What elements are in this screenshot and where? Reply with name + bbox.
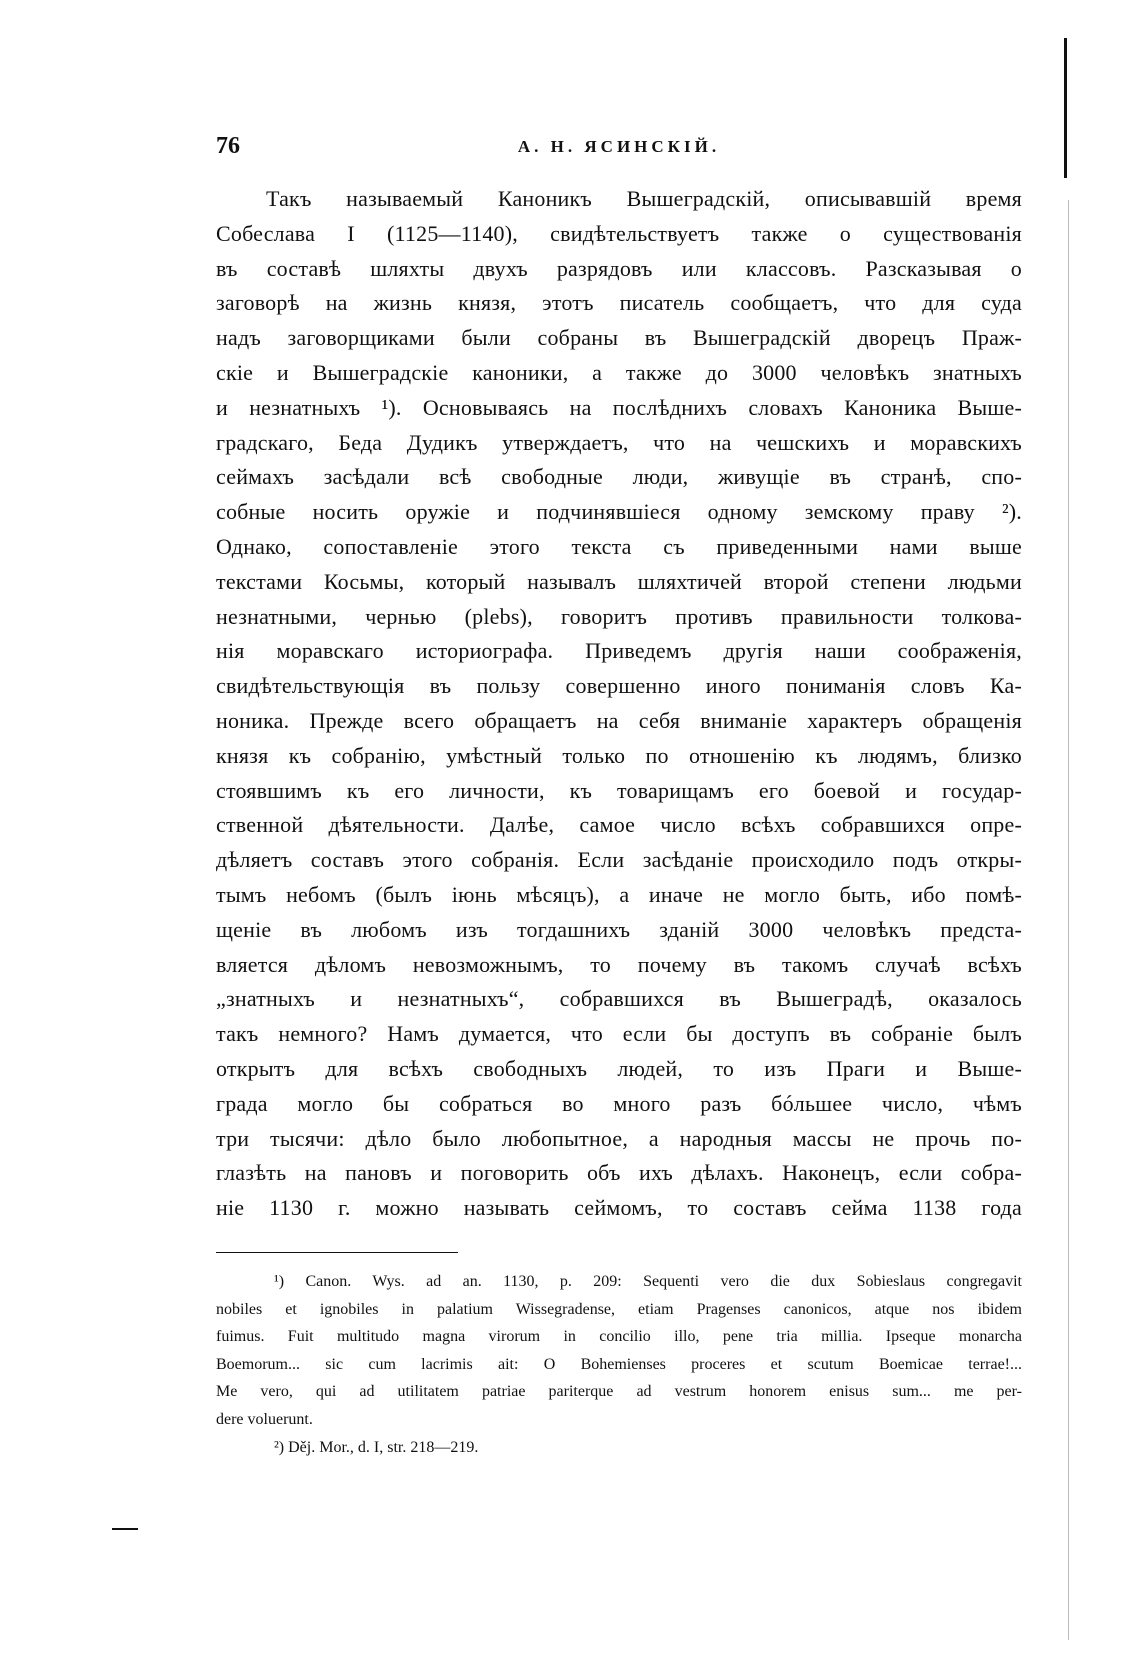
text-line: скіе и Вышеградскіе каноники, а также до 3000 человѣкъ знатныхъ [216,359,1022,385]
text-line: градскаго, Беда Дудикъ утверждаетъ, что на чешскихъ и моравскихъ [216,429,1022,455]
text-line: надъ заговорщиками были собраны въ Вышеградскій дворецъ Праж- [216,325,1022,351]
footnote-line: ¹) Canon. Wys. ad an. 1130, p. 209: Sequenti vero die dux Sobieslaus congregavit [274,1273,1022,1290]
footnote-line: ²) Děj. Mor., d. I, str. 218—219. [274,1438,479,1456]
text-line: ніе 1130 г. можно называть сеймомъ, то составъ сейма 1138 года [216,1195,1022,1221]
text-line: въ составѣ шляхты двухъ разрядовъ или классовъ. Разсказывая о [216,255,1022,281]
text-line: Однако, сопоставленіе этого текста съ приведенными нами выше [216,533,1022,559]
text-line: заговорѣ на жизнь князя, этотъ писатель сообщаетъ, что для суда [216,290,1022,316]
text-line: стоявшимъ къ его личности, къ товарищамъ его боевой и государ- [216,777,1022,803]
text-line: сеймахъ засѣдали всѣ свободные люди, живущіе въ странѣ, спо- [216,464,1022,490]
text-line: незнатными, чернью (plebs), говоритъ противъ правильности толкова- [216,603,1022,629]
running-head: А. Н. ЯСИНСКІЙ. [517,137,721,156]
text-line: Такъ называемый Каноникъ Вышеградскій, описывавшій время [266,186,1022,211]
text-line: такъ немного? Намъ думается, что если бы доступъ въ собраніе былъ [216,1021,1022,1047]
text-line: свидѣтельствующія въ пользу совершенно иного пониманія словъ Ка- [216,673,1022,699]
text-line: тымъ небомъ (былъ іюнь мѣсяцъ), а иначе не могло быть, ибо помѣ- [216,881,1022,907]
footnote-line: fuimus. Fuit multitudo magna virorum in concilio illo, pene tria millia. Ipseque monarcha [216,1328,1022,1346]
text-line: щеніе въ любомъ изъ тогдашнихъ зданій 3000 человѣкъ предста- [216,916,1022,942]
page-number: 76 [216,133,240,159]
text-line: открытъ для всѣхъ свободныхъ людей, то изъ Праги и Выше- [216,1055,1022,1081]
text-line: три тысячи: дѣло было любопытное, а народныя массы не прочь по- [216,1125,1022,1151]
scan-edge-line [1068,200,1069,1640]
text-line: князя къ собранію, умѣстный только по отношенію къ людямъ, близко [216,742,1022,768]
text-line: вляется дѣломъ невозможнымъ, то почему въ такомъ случаѣ всѣхъ [216,951,1022,977]
page-header [216,133,1022,167]
text-line: Собеслава I (1125—1140), свидѣтельствуетъ также о существованія [216,220,1022,246]
text-line: нія моравскаго историографа. Приведемъ другія наши соображенія, [216,638,1022,664]
footnote-line: nobiles et ignobiles in palatium Wissegradense, etiam Pragenses canonicos, atque nos ibidem [216,1300,1022,1318]
text-line: текстами Косьмы, который называлъ шляхтичей второй степени людьми [216,568,1022,594]
text-line: дѣляетъ составъ этого собранія. Если засѣданіе происходило подъ откры- [216,847,1022,873]
text-line: глазѣть на пановъ и поговорить объ ихъ дѣлахъ. Наконецъ, если собра- [216,1160,1022,1186]
main-text [216,182,1022,1226]
text-line: собные носить оружіе и подчинявшіеся одному земскому праву ²). [216,499,1022,525]
text-line: „знатныхъ и незнатныхъ“, собравшихся въ Вышеградѣ, оказалось [216,986,1022,1012]
scan-margin-mark [112,1528,138,1530]
text-line: и незнатныхъ ¹). Основываясь на послѣднихъ словахъ Каноника Выше- [216,394,1022,420]
text-line: ноника. Прежде всего обращаетъ на себя вниманіе характеръ обращенія [216,707,1022,733]
footnote-line: dere voluerunt. [216,1410,313,1428]
scan-edge-mark [1064,38,1067,178]
text-line: града могло бы собраться во много разъ бóльшее число, чѣмъ [216,1090,1022,1116]
footnote-line: Boemorum... sic cum lacrimis ait: O Bohemienses proceres et scutum Boemicae terrae!... [216,1355,1022,1373]
text-line: ственной дѣятельности. Далѣе, самое число всѣхъ собравшихся опре- [216,812,1022,838]
footnote-line: Me vero, qui ad utilitatem patriae pariterque ad vestrum honorem enisus sum... me per- [216,1383,1022,1401]
footnotes [216,1268,1022,1461]
footnote-divider [216,1252,458,1253]
